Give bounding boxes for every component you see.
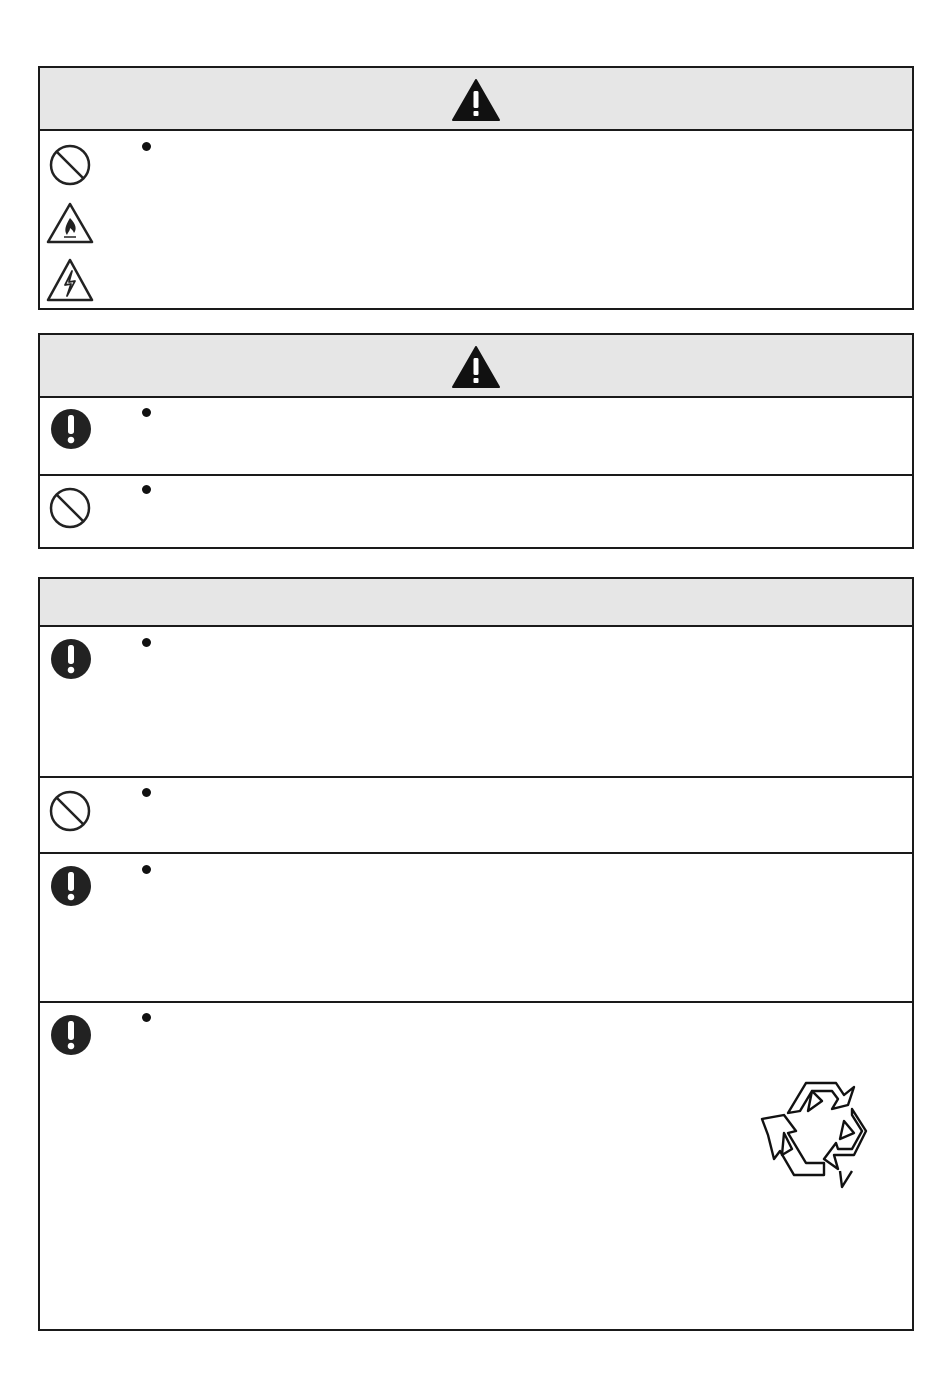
mandatory-action-icon [50,865,92,907]
bullet [142,1013,151,1022]
safety-item [40,852,912,1001]
warning-triangle-icon [451,345,501,389]
electric-shock-icon [46,257,94,303]
prohibition-icon [48,143,92,187]
prohibition-icon [48,486,92,530]
safety-item [40,1001,912,1331]
bullet [142,638,151,647]
safety-item [40,131,912,310]
warning-triangle-icon [451,78,501,122]
notice-panel-header [40,579,912,627]
caution-panel [38,333,914,549]
prohibition-icon [48,789,92,833]
bullet [142,865,151,874]
warning-panel [38,66,914,310]
bullet [142,485,151,494]
recycle-icon [758,1075,884,1193]
mandatory-action-icon [50,638,92,680]
mandatory-action-icon [50,1014,92,1056]
safety-item [40,398,912,474]
bullet [142,788,151,797]
mandatory-action-icon [50,408,92,450]
bullet [142,408,151,417]
warning-panel-header [40,68,912,131]
safety-item [40,776,912,852]
bullet [142,142,151,151]
caution-panel-header [40,335,912,398]
notice-panel [38,577,914,1331]
fire-hazard-icon [46,201,94,245]
safety-item [40,627,912,776]
safety-item [40,474,912,549]
